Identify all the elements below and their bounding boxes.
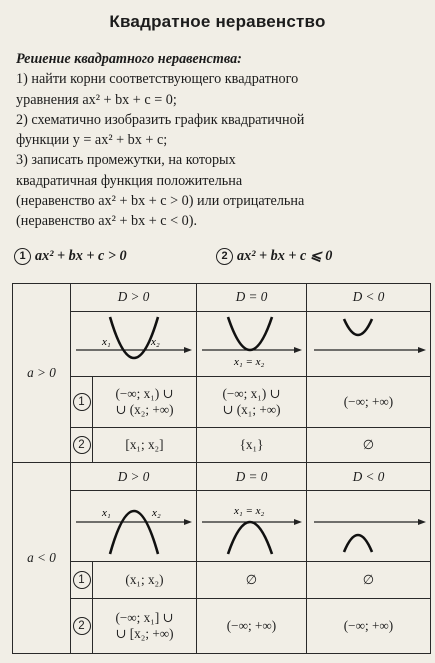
answer-cell xyxy=(93,562,197,599)
graph-a-pos-d-zero xyxy=(198,313,306,371)
row-number-cell xyxy=(71,599,93,654)
answer-cell xyxy=(197,599,307,654)
intro-line: 3) записать промежутки, на которых xyxy=(16,152,236,169)
graph-a-neg-d-neg xyxy=(308,492,430,556)
answer-cell xyxy=(307,599,431,654)
root-label: x₁ = x₂ xyxy=(233,505,264,518)
intro-heading: Решение квадратного неравенства: xyxy=(16,51,242,67)
graph-cell xyxy=(307,491,431,562)
header-d-positive: D > 0 xyxy=(71,284,197,312)
header-d-negative: D < 0 xyxy=(307,284,431,312)
answer-line: {x₁} xyxy=(239,437,264,453)
a-negative-label: a < 0 xyxy=(13,463,71,654)
a-positive-label: a > 0 xyxy=(13,284,71,463)
graph-a-pos-d-pos xyxy=(72,313,196,371)
answer-line: ∪ (x₂; +∞) xyxy=(115,402,174,417)
answer-cell xyxy=(307,562,431,599)
answer-cell xyxy=(93,428,197,463)
root-label: x₂ xyxy=(150,335,160,348)
answer-line: (−∞; +∞) xyxy=(343,618,394,634)
circled-number: 2 xyxy=(216,248,233,265)
answer-line: (−∞; x₁) ∪ xyxy=(115,386,174,401)
answer-cell xyxy=(307,428,431,463)
answer-line: ∅ xyxy=(362,572,375,588)
answer-line: ∅ xyxy=(245,572,258,588)
intro-text xyxy=(16,49,426,232)
root-label: x₂ xyxy=(151,507,161,520)
graph-cell xyxy=(197,311,307,376)
intro-line: (неравенство ax² + bx + c < 0). xyxy=(16,213,198,230)
header-d-zero: D = 0 xyxy=(197,463,307,491)
intro-line: уравнения ax² + bx + c = 0; xyxy=(16,91,177,108)
graph-cell xyxy=(71,311,197,376)
graph-a-pos-d-neg xyxy=(308,313,430,371)
answer-line: (−∞; x₁] ∪ xyxy=(115,610,174,626)
answer-line: (x₁; x₂) xyxy=(125,572,164,588)
answer-line: [x₁; x₂] xyxy=(125,437,164,453)
intro-line: (неравенство ax² + bx + c > 0) или отрицательна xyxy=(16,193,305,210)
graph-cell xyxy=(71,491,197,562)
answer-cell xyxy=(197,428,307,463)
root-label: x₁ xyxy=(101,507,111,520)
intro-line: функции y = ax² + bx + c; xyxy=(16,132,168,149)
answer-line: ∅ xyxy=(362,437,375,453)
answer-line: ∪ [x₂; +∞) xyxy=(115,626,174,642)
solution-table xyxy=(12,283,431,654)
graph-cell xyxy=(307,311,431,376)
answer-line: ∪ (x₁; +∞) xyxy=(222,402,281,417)
circled-number: 1 xyxy=(73,571,91,589)
inequality-1 xyxy=(14,248,127,265)
page-title: Квадратное неравенство xyxy=(109,12,326,31)
row-number-cell xyxy=(71,562,93,599)
answer-cell xyxy=(93,599,197,654)
graph-a-neg-d-zero xyxy=(198,492,306,556)
header-d-negative: D < 0 xyxy=(307,463,431,491)
answer-cell xyxy=(307,376,431,428)
intro-line: квадратичная функция положительна xyxy=(16,172,243,189)
row-number-cell xyxy=(71,376,93,428)
intro-line: 2) схематично изобразить график квадратичной xyxy=(16,111,305,128)
header-d-zero: D = 0 xyxy=(197,284,307,312)
inequality-2 xyxy=(216,248,332,265)
circled-number: 2 xyxy=(73,436,91,454)
root-label: x₁ xyxy=(101,335,111,348)
circled-number: 2 xyxy=(73,617,91,635)
intro-line: 1) найти корни соответствующего квадратного xyxy=(16,71,299,88)
circled-number: 1 xyxy=(73,393,91,411)
header-d-positive: D > 0 xyxy=(71,463,197,491)
graph-a-neg-d-pos xyxy=(72,492,196,556)
answer-line: (−∞; x₁) ∪ xyxy=(222,386,281,401)
row-number-cell xyxy=(71,428,93,463)
answer-line: (−∞; +∞) xyxy=(226,618,277,634)
inequality-text: ax² + bx + c ⩽ 0 xyxy=(237,248,333,264)
answer-line: (−∞; +∞) xyxy=(343,394,394,409)
inequality-text: ax² + bx + c > 0 xyxy=(35,248,127,264)
circled-number: 1 xyxy=(14,248,31,265)
root-label: x₁ = x₂ xyxy=(233,355,264,368)
answer-cell xyxy=(197,376,307,428)
graph-cell xyxy=(197,491,307,562)
answer-cell xyxy=(93,376,197,428)
answer-cell xyxy=(197,562,307,599)
